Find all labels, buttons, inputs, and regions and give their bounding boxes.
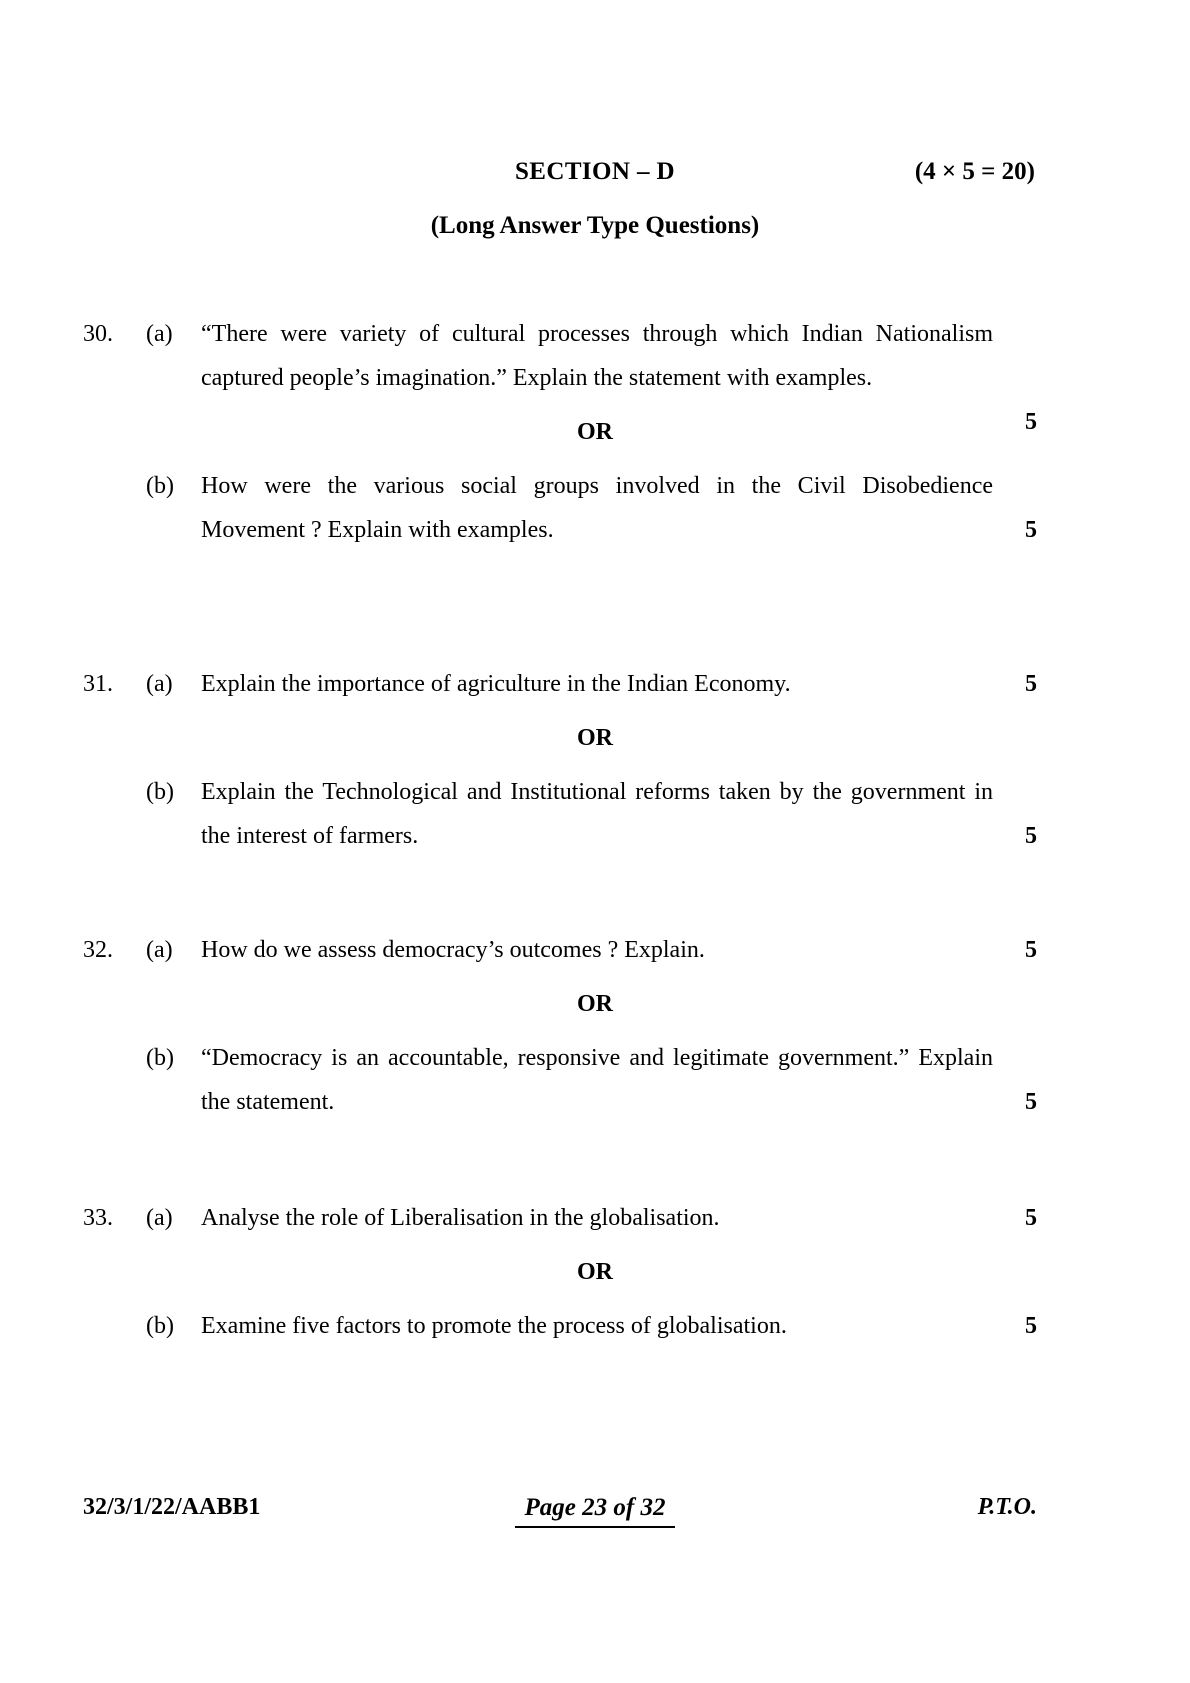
page-number-wrapper [83,1494,1107,1528]
question-31 [83,662,1107,858]
part-label: (b) [146,473,174,499]
question-text: How do we assess democracy’s outcomes ? Explain. [201,937,705,963]
part-label: (a) [146,1205,173,1231]
question-number: 33. [83,1205,113,1231]
question-number: 32. [83,937,113,963]
question-marks: 5 [1025,671,1037,697]
part-label: (b) [146,1045,174,1071]
page-number: Page 23 of 32 [515,1494,676,1528]
question-text: “Democracy is an accountable, responsive and legitimate government.” Explain the statement. [201,1045,993,1115]
question-33 [83,1196,1107,1348]
question-marks: 5 [1025,1205,1037,1231]
section-title: SECTION – D [515,158,675,185]
question-text: Analyse the role of Liberalisation in the globalisation. [201,1205,720,1231]
question-marks: 5 [1025,937,1037,963]
part-label: (b) [146,1313,174,1339]
question-text: “There were variety of cultural processes through which Indian Nationalism captured people’s imagination.” Explain the statement with examples. [201,321,993,391]
question-number: 31. [83,671,113,697]
or-separator: OR [577,991,613,1017]
question-32 [83,928,1107,1124]
question-text: Explain the importance of agriculture in the Indian Economy. [201,671,791,697]
part-label: (a) [146,937,173,963]
part-label: (b) [146,779,174,805]
question-31-part-b [83,770,1107,858]
or-separator: OR [577,1259,613,1285]
question-marks: 5 [1025,1089,1037,1115]
part-label: (a) [146,671,173,697]
section-subtitle: (Long Answer Type Questions) [430,212,760,239]
or-separator: OR [577,419,613,445]
question-text: Explain the Technological and Institutional reforms taken by the government in the interest of farmers. [201,779,993,849]
paper-code: 32/3/1/22/AABB1 [83,1494,261,1520]
or-separator: OR [577,725,613,751]
question-number: 30. [83,321,113,347]
question-30-part-b [83,464,1107,552]
question-marks: 5 [1025,823,1037,849]
part-label: (a) [146,321,173,347]
section-header [83,158,1107,192]
question-31-part-a [83,662,1107,706]
question-33-part-a [83,1196,1107,1240]
question-30 [83,312,1107,552]
question-marks: 5 [1025,517,1037,543]
question-text: Examine five factors to promote the process of globalisation. [201,1313,787,1339]
question-marks: 5 [1025,1313,1037,1339]
question-marks: 5 [1025,409,1037,435]
pto-label: P.T.O. [977,1494,1037,1520]
question-text: How were the various social groups involved in the Civil Disobedience Movement ? Explain with examples. [201,473,993,543]
page-footer [83,1494,1107,1534]
question-33-part-b [83,1304,1107,1348]
question-32-part-a [83,928,1107,972]
section-marks-note: (4 × 5 = 20) [914,158,1035,185]
question-32-part-b [83,1036,1107,1124]
